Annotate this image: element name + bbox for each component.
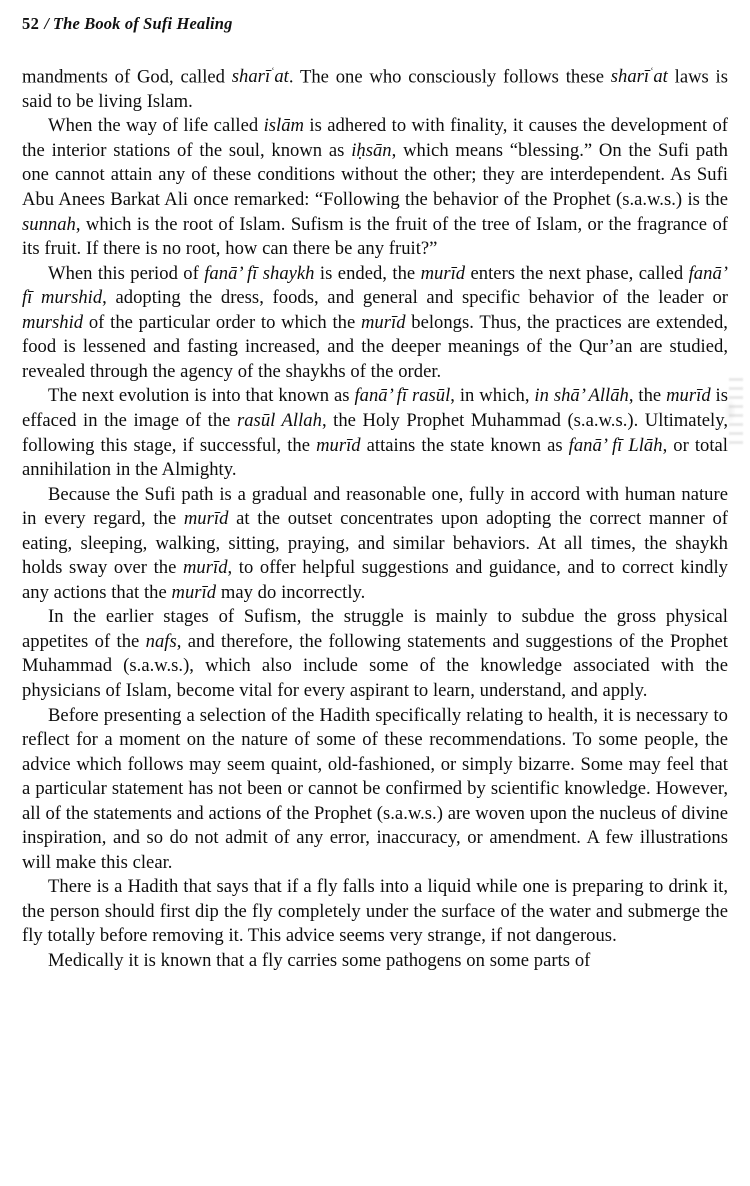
running-head-title: The Book of Sufi Healing — [52, 14, 233, 33]
page-number: 52 — [22, 14, 40, 33]
body-text-block — [22, 61, 728, 974]
term-murid: murīd — [360, 311, 406, 333]
term-nafs: nafs — [145, 630, 177, 652]
term-ihsan: iḥsān — [351, 139, 392, 161]
paragraph-1: mandments of God, called sharī$^ʿ$at. The one who consciously follows these sharī$^ʿ$at laws is said to be living Islam. — [22, 66, 729, 112]
paragraph-2: When the way of life called islām is adhered to with finality, it causes the development of the interior stations of the soul, known as iḥsān, which means “blessing.” On the Sufi path one cannot attain any of these conditions without the other; they are interdependent. As Sufi Abu Anees Barkat Ali once remarked: “Following the behavior of the Prophet (s.a.w.s.) is the sunnah, which is the root of Islam. Sufism is the fruit of the tree of Islam, or the fragrance of its fruit. If there is no root, how can there be any fruit?” — [22, 115, 729, 260]
term-fana-fi-shaykh: fanā’ fī shaykh — [204, 262, 315, 284]
paragraph-3: When this period of fanā’ fī shaykh is ended, the murīd enters the next phase, called fanā’ fī murshid, adopting the dress, foods, and general and specific behavior of the leader or murshid of the particular order to which the murīd belongs. Thus, the practices are extended, food is lessened and fasting increased, and the deeper meanings of the Qur’an are studied, revealed through the agency of the shaykhs of the order. — [22, 262, 728, 382]
term-fana-fi-murshid: fanā’ fī murshid — [22, 262, 728, 309]
paragraph-5: Because the Sufi path is a gradual and reasonable one, fully in accord with human nature in every regard, the murīd at the outset concentrates upon adopting the correct manner of eating, sleeping, walking, sitting, praying, and similar behaviors. At all times, the shaykh holds sway over the murīd, to offer helpful suggestions and guidance, and to correct kindly any actions that the murīd may do incorrectly. — [22, 483, 729, 603]
paragraph-8: There is a Hadith that says that if a fly falls into a liquid while one is preparing to drink it, the person should first dip the fly completely under the surface of the water and submerge the fly totally before removing it. This advice seems very strange, if not dangerous. — [22, 876, 728, 947]
paragraph-4: The next evolution is into that known as fanā’ fī rasūl, in which, in shā’ Allāh, the murīd is effaced in the image of the rasūl Allah, the Holy Prophet Muhammad (s.a.w.s.). Ultimately, following this stage, if successful, the murīd attains the state known as fanā’ fī Llāh, or total annihilation in the Almighty. — [22, 385, 728, 481]
term-murid: murīd — [316, 434, 361, 456]
term-shariat-2: sharī$^ʿ$at — [610, 66, 668, 88]
scan-artifact — [729, 378, 743, 444]
term-islam: islām — [263, 115, 305, 137]
term-murid: murīd — [171, 581, 217, 603]
term-in-sha-allah: in shā’ Allāh — [534, 385, 629, 407]
term-shariat: sharī$^ʿ$at — [231, 66, 289, 88]
running-head-separator: / — [44, 14, 49, 33]
term-murid: murīd — [666, 385, 711, 407]
paragraph-6: In the earlier stages of Sufism, the struggle is mainly to subdue the gross physical appetites of the nafs, and therefore, the following statements and suggestions of the Prophet Muhammad (s.a.w.s.), which also include some of the knowledge associated with the physicians of Islam, become vital for every aspirant to learn, understand, and apply. — [22, 606, 728, 701]
term-murid: murīd — [183, 508, 229, 530]
term-murid: murīd — [182, 557, 228, 579]
running-head — [22, 14, 728, 34]
paragraph-7: Before presenting a selection of the Hadith specifically relating to health, it is necessary to reflect for a moment on the nature of some of these recommendations. To some people, the advice which follows may seem quaint, old-fashioned, or simply bizarre. Some may feel that a particular statement has not been or cannot be confirmed by scientific knowledge. However, all of the statements and actions of the Prophet (s.a.w.s.) are woven upon the nucleus of divine inspiration, and so do not admit of any error, inaccuracy, or amendment. A few illustrations will make this clear. — [22, 704, 728, 873]
term-murid: murīd — [420, 262, 466, 284]
term-fana-fi-llah: fanā’ fī Llāh — [568, 434, 663, 456]
term-fana-fi-rasul: fanā’ fī rasūl — [354, 385, 451, 407]
paragraph-9: Medically it is known that a fly carries some pathogens on some parts of — [48, 949, 591, 971]
term-rasul-allah: rasūl Allah — [236, 409, 322, 431]
term-murshid: murshid — [22, 311, 84, 333]
term-sunnah: sunnah — [22, 213, 76, 235]
